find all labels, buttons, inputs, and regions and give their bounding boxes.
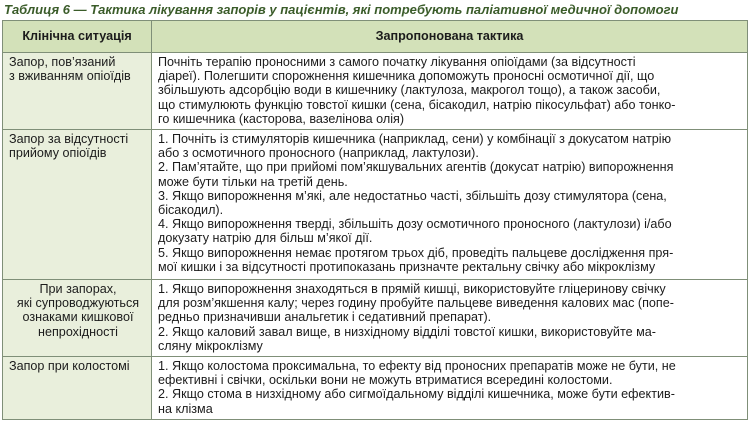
tactic-line: 2. Якщо каловий завал вище, в низхідному відділі товстої кишки, використовуйте ма- [158,324,656,339]
tactic-cell [152,130,748,280]
tactic-line: сляну мікроклізму [158,338,263,353]
tactic-line: для розм’якшення калу; через годину пробуйте пальцеве виведення калових мас (попе- [158,296,674,311]
tactic-line: на клізма [158,401,213,416]
tactic-cell [152,280,748,357]
tactic-line: що стимулюють функцію товстої кишки (сена, бісакодил, натрію пікосульфат) або тонко- [158,97,676,112]
tactic-line: 1. Почніть із стимуляторів кишечника (наприклад, сени) у комбінації з докусатом натрію [158,132,672,146]
tactic-line: діареї). Полегшити спорожнення кишечника допоможуть проносні осмотичної дії, що [158,69,655,84]
tactic-line: мої кишки і за відсутності протипоказань призначте ректальну свічку або мікроклізму [158,259,656,274]
tactic-line: редньо призначивши анальгетик і седативний препарат). [158,310,492,325]
header-situation: Клінічна ситуація [3,21,152,53]
table-header-row [3,21,748,53]
situation-cell [3,357,152,420]
tactic-line: го кишечника (касторова, вазелінова олія) [158,111,405,126]
tactic-line: ефективні і свічки, оскільки вони не можуть втриматися всередині колостоми. [158,373,613,388]
situation-line: При запорах, [39,282,117,296]
tactic-line: 2. Пам’ятайте, що при прийомі пом’якшувальних агентів (докусат натрію) випорожнення [158,160,674,175]
situation-line: з вживанням опіоїдів [9,69,131,84]
tactic-line: може бути тільки на третій день. [158,174,348,189]
tactic-cell [152,53,748,130]
tactic-line: 4. Якщо випорожнення тверді, збільшіть дозу осмотичного проносного (лактулози) і/або [158,217,672,232]
table-caption: Таблиця 6 — Тактика лікування запорів у пацієнтів, які потребують паліативної медичної допомоги [4,2,679,17]
situation-line: Запор, пов’язаний [9,55,116,69]
situation-cell [3,280,152,357]
situation-line: Запор за відсутності [9,132,129,146]
situation-line: непрохідності [38,324,118,339]
situation-line: ознаками кишкової [22,310,134,325]
situation-cell [3,53,152,130]
table-row [3,130,748,280]
header-tactic: Запропонована тактика [152,21,748,53]
tactic-line: 3. Якщо випорожнення м’які, але недостатньо часті, збільшіть дозу стимулятора (сена, [158,188,667,203]
tactic-cell [152,357,748,420]
situation-line: прийому опіоїдів [9,146,107,161]
tactic-line: або з осмотичного проносного (наприклад, лактулози). [158,146,479,161]
tactic-line: 1. Якщо колостома проксимальна, то ефекту від проносних препаратів може не бути, не [158,359,676,373]
table-row [3,53,748,130]
tactic-line: докузату натрію для більш м’якої дії. [158,231,373,246]
tactic-line: 2. Якщо стома в низхідному або сигмоїдальному відділі кишечника, може бути ефектив- [158,387,675,402]
tactic-line: бісакодил). [158,203,224,218]
treatment-table [2,20,748,420]
tactic-line: збільшують адсорбцію води в кишечнику (лактулоза, макрогол тощо), а також засоби, [158,83,661,98]
situation-cell [3,130,152,280]
tactic-line: Почніть терапію проносними з самого початку лікування опіоїдами (за відсутності [158,55,636,69]
tactic-line: 1. Якщо випорожнення знаходяться в прямій кишці, використовуйте гліцеринову свічку [158,282,666,296]
situation-line: Запор при колостомі [9,359,130,373]
tactic-line: 5. Якщо випорожнення немає протягом трьох діб, проведіть пальцеве дослідження пря- [158,245,674,260]
situation-line: які супроводжуються [16,296,140,311]
table-row [3,357,748,420]
table-row [3,280,748,357]
